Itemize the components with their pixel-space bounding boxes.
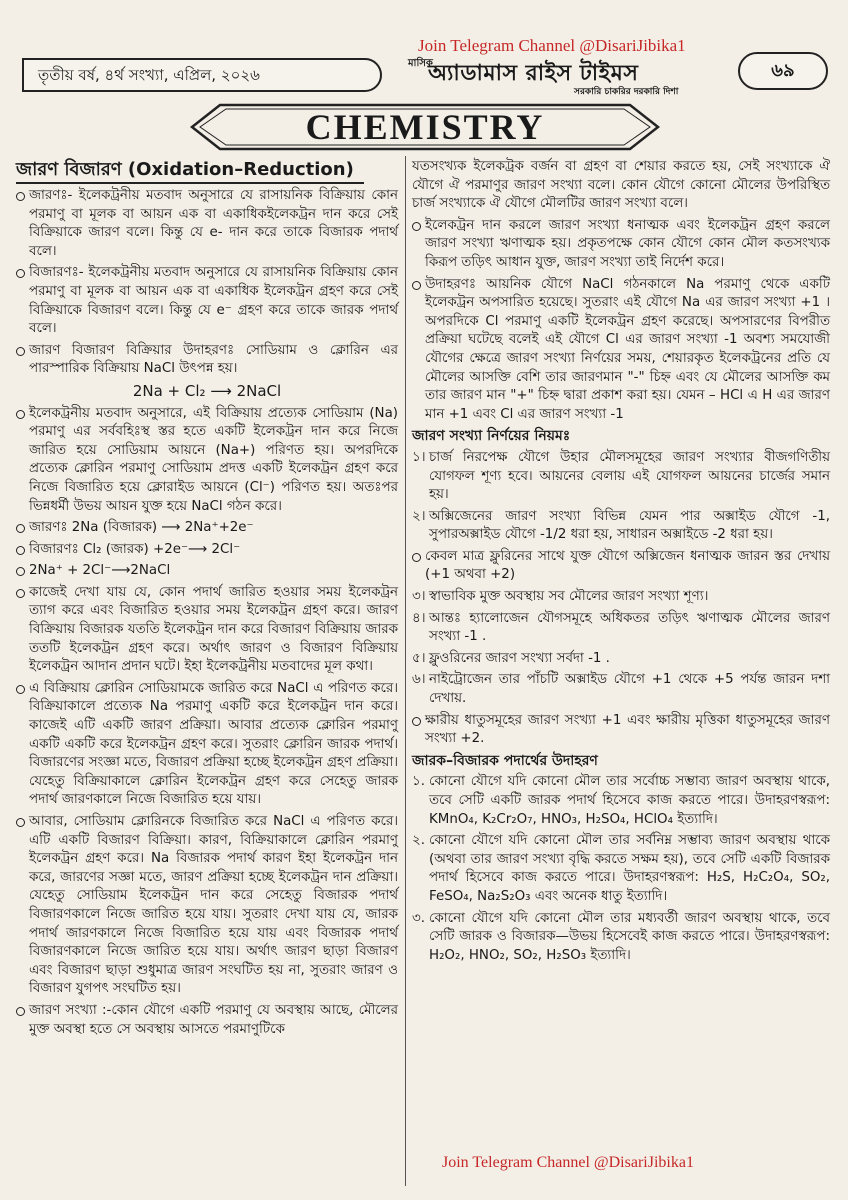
column-divider xyxy=(405,156,406,1186)
reduction-definition: বিজারণঃ- ইলেকট্রনীয় মতবাদ অনুসারে যে রাসায়নিক বিক্রিয়ায় কোন পরমাণু বা মূলক বা আয়ন এক বা একাধিক ইলেকট্রন গ্রহণ করে সেই বিক্রিয়াকে বিজারণ বলে। কিন্তু যে e⁻ গ্রহণ করে তাকে জারক পদার্থ বলে। xyxy=(16,264,398,338)
magazine-tagline: সরকারি চাকরির দরকারি দিশা xyxy=(574,87,679,97)
sodium-reducer-paragraph: আবার, সোডিয়াম ক্লোরিনকে বিজারিত করে NaCl এ পরিণত করে। এটি একটি বিজারণ বিক্রিয়া। কারণ, বিক্রিয়াকালে ক্লোরিন পরমাণু ইলেকট্রন গ্রহণ করে। Na বিজারক পদার্থ কারণ ইহা ইলেকট্রন দান করে, জারণের সজ্ঞা মতে, জারণ প্রক্রিয়া হচ্ছে ইলেকট্রন দান প্রক্রিয়া। যেহেতু সোডিয়াম ইলেকট্রন দান করে সেহেতু বিজারক পদার্থ বিজারণকালে নিজে জারিত হয়ে যায়। সুতরাং দেখা যায় যে, জারক পদার্থ জারণকালে নিজে বিজারিত হয়ে যায় এবং বিজারক পদার্থ বিজারণকালে নিজে জারিত হয়ে যায়। অর্থাৎ জারণ ছাড়া বিজারণ এবং বিজারণ ছাড়া শুধুমাত্র জারণ সংঘটিত হয় না, সুতরাং জারণ ও বিজারণ যুগপৎ সংঘটিত হয়। xyxy=(16,813,398,999)
examples-title: জারক–বিজারক পদার্থের উদাহরণ xyxy=(412,752,598,769)
telegram-watermark-bottom: Join Telegram Channel @DisariJibika1 xyxy=(442,1154,694,1171)
electron-exchange-paragraph: কাজেই দেখা যায় যে, কোন পদার্থ জারিত হওয়ার সময় ইলেকট্রন ত্যাগ করে এবং বিজারিত হওয়ার সময় ইলেকট্রন গ্রহণ করে। জারণ বিক্রিয়ায় বিজারক যততি ইলেকট্রন দান করে বিজারণ বিক্রিয়ায় জারক ততটি ইলেকট্রন গ্রহণ করে। অর্থাৎ জারণ ও বিজারণ বিক্রিয়ায় ইলেকট্রন আদান প্রদান ঘটে। ইহা ইলেকট্রনীয় মতবাদের মূল কথা। xyxy=(16,584,398,677)
rules-title: জারণ সংখ্যা নির্ণয়ের নিয়মঃ xyxy=(412,428,571,445)
rule-item: কেবল মাত্র ফ্লুরিনের সাথে যুক্ত যৌগে অক্সিজেন ধনাত্মক জারন স্তর দেখায় (+1 অথবা +2) xyxy=(412,548,830,585)
right-column xyxy=(412,158,830,968)
combined-reaction: 2Na⁺ + 2Cl⁻⟶2NaCl xyxy=(16,562,398,581)
rule-item: ৪। আন্তঃ হ্যালোজেন যৌগসমূহে অধিকতর তড়িৎ ঋণাত্মক মৌলের জারণ সংখ্যা -1 . xyxy=(412,610,830,645)
magazine-frequency: মাসিক xyxy=(408,58,433,69)
rule-item: ৩। স্বাভাবিক মুক্ত অবস্থায় সব মৌলের জারণ সংখ্যা শূণ্য। xyxy=(412,589,709,605)
rule-item: ২। অক্সিজেনের জারণ সংখ্যা বিভিন্ন যেমন পার অক্সাইড যৌগে -1, সুপারঅক্সাইড যৌগে -1/2 ধরা হয়, সাধারন অক্সাইডে -2 ধরা হয়। xyxy=(412,508,830,543)
example-item: ২. কোনো যৌগে যদি কোনো মৌল তার সর্বনিম্ন সম্ভাব্য জারণ অবস্থায় থাকে (অথবা তার জারণ সংখ্যা বৃদ্ধি করতে সক্ষম হয়), তবে সেটি একটি বিজারক পদার্থ হিসেবে কাজ করতে পারে। উদাহরণস্বরূপ: H₂S, H₂C₂O₄, SO₂, FeSO₄, Na₂S₂O₃ এবং অনেক ধাতু ইত্যাদি। xyxy=(412,833,830,904)
example-item: ১. কোনো যৌগে যদি কোনো মৌল তার সর্বোচ্চ সম্ভাব্য জারণ অবস্থায় থাকে, তবে সেটি একটি জারক পদার্থ হিসেবে কাজ করতে পারে। উদাহরণস্বরূপ: KMnO₄, K₂Cr₂O₇, HNO₃, H₂SO₄, HClO₄ ইত্যাদি। xyxy=(412,774,830,827)
equation-nacl: 2Na + Cl₂ ⟶ 2NaCl xyxy=(132,381,282,400)
rule-item: ক্ষারীয় ধাতুসমূহের জারণ সংখ্যা +1 এবং ক্ষারীয় মৃত্তিকা ধাতুসমূহের জারণ সংখ্যা +2. xyxy=(412,712,830,749)
oxidation-number-example: উদাহরণঃ আয়নিক যৌগে NaCl গঠনকালে Na পরমাণু থেকে একটি ইলেকট্রন অপসারিত হয়েছে। সুতরাং এই যৌগে Na এর জারণ সংখ্যা +1 । অপরদিকে Cl পরমাণু একটি ইলেকট্রন গ্রহণ করেছে। অপসারণের বিপরীত প্রক্রিয়া ঘটেছে বলেই এই যৌগে Cl এর জারণ সংখ্যা -1 অবশ্য সমযোজী যৌগের ক্ষেত্রে জারণ সংখ্যা নির্ণয়ের সময়, শেয়ারকৃত ইলেকট্রনের প্রতি যে মৌলের আসক্তি বেশি তার জারণমান "-" চিহ্ন এবং যে মৌলের আসক্তি কম তার জারণ মান "+" চিহ্ন দ্বারা প্রকাশ করা হয়। যেমন – HCl এ H এর জারণ মান +1 এবং Cl এর জারণ সংখ্যা -1 xyxy=(412,276,830,425)
left-column xyxy=(16,158,398,1042)
oxidation-half-reaction: জারণঃ 2Na (বিজারক) ⟶ 2Na⁺+2e⁻ xyxy=(16,519,398,538)
page-number: ৬৯ xyxy=(738,52,828,90)
oxidation-number-continued: যতসংখ্যক ইলেকট্রক বর্জন বা গ্রহণ বা শেয়ার করতে হয়, সেই সংখ্যাকে ঐ যৌগে ঐ পরমাণুর জারণ সংখ্যা বলে। কোন যৌগে কোনো মৌলের উপরিস্থিত চার্জ সংখ্যাকে ঐ যৌগে মৌলটির জারণ সংখ্যা বলে। xyxy=(412,159,830,212)
chlorine-oxidizer-paragraph: এ বিক্রিয়ায় ক্লোরিন সোডিয়ামকে জারিত করে NaCl এ পরিণত করে। বিক্রিয়াকালে প্রত্যেক Na পরমাণু একটি করে ইলেকট্রন দান করে। কাজেই এটি একটি জারণ প্রক্রিয়া। আবার প্রত্যেক ক্লোরিন পরমাণু একটি একটি করে ইলেকট্রন গ্রহণ করে। সুতরাং ক্লোরিন জারক পদার্থ। বিজারণের সংজ্ঞা মতে, বিজারণ প্রক্রিয়া হচ্ছে ইলেকট্রন গ্রহণ প্রক্রিয়া। যেহেতু বিক্রিয়াকালে ক্লোরিন ইলেকট্রন গ্রহণ করে সেহেতু জারক পদার্থ জারণকালে নিজে বিজারিত হয়ে যায়। xyxy=(16,680,398,810)
banner-title: CHEMISTRY xyxy=(305,107,545,147)
reduction-half-reaction: বিজারণঃ Cl₂ (জারক) +2e⁻⟶ 2Cl⁻ xyxy=(16,541,398,560)
telegram-watermark-top: Join Telegram Channel @DisariJibika1 xyxy=(418,36,686,55)
magazine-name: অ্যাডামাস রাইস টাইমস xyxy=(428,61,639,86)
example-item: ৩. কোনো যৌগে যদি কোনো মৌল তার মধ্যবর্তী জারণ অবস্থায় থাকে, তবে সেটি জারক ও বিজারক—উভয় হিসেবেই কাজ করতে পারে। উদাহরণস্বরূপ: H₂O₂, HNO₂, SO₂, H₂SO₃ ইত্যাদি। xyxy=(412,910,830,963)
issue-info: তৃতীয় বর্ষ, ৪র্থ সংখ্যা, এপ্রিল, ২০২৬ xyxy=(22,58,382,92)
section-title: জারণ বিজারণ (Oxidation–Reduction) xyxy=(16,158,364,184)
oxidation-number-definition: জারণ সংখ্যা :-কোন যৌগে একটি পরমাণু যে অবস্থায় আছে, মৌলের মুক্ত অবস্থা হতে সে অবস্থায় আসতে পরমাণুটিকে xyxy=(16,1002,398,1039)
rule-item: ১। চার্জ নিরপেক্ষ যৌগে উহার মৌলসমূহের জারণ সংখ্যার বীজগণিতীয় যোগফল শূণ্য হবে। আয়নের বেলায় এই যোগফল আয়নের চার্জের সমান হয়। xyxy=(412,449,830,503)
rule-item: ৫। ফ্লুওরিনের জারণ সংখ্যা সর্বদা -1 . xyxy=(412,650,610,666)
example-intro: জারণ বিজারণ বিক্রিয়ার উদাহরণঃ সোডিয়াম ও ক্লোরিন এর পারস্পারিক বিক্রিয়ায় NaCl উৎপন্ন হয়। xyxy=(16,342,398,379)
oxidation-number-sign: ইলেকট্রন দান করলে জারণ সংখ্যা ধনাত্মক এবং ইলেকট্রন গ্রহণ করলে জারণ সংখ্যা ঋণাত্মক হয়। প্রকৃতপক্ষে কোন যৌগে কোন মৌল কতসংখ্যক কিরূপ তড়িৎ আধান যুক্ত, জারণ সংখ্যা তাই নির্দেশ করে। xyxy=(412,217,830,273)
chemistry-banner xyxy=(190,102,660,152)
electronic-theory-paragraph: ইলেকট্রনীয় মতবাদ অনুসারে, এই বিক্রিয়ায় প্রত্যেক সোডিয়াম (Na) পরমাণু এর সর্ববহিঃস্থ স্তর হতে একটি ইলেকট্রন দান করে নিজে জারিত হয়ে সোডিয়াম আয়নে (Na+) পরিণত হয়। অপরদিকে প্রত্যেক ক্লোরিন পরমাণু সোডিয়াম প্রদত্ত একটি ইলেকট্রন গ্রহণ করে নিজে বিজারিত হয়ে ক্লোরাইড আয়নে (Cl⁻) পরিণত হয়। অতঃপর ভিন্নধর্মী উভয় আয়ন যুক্ত হয়ে NaCl গঠন করে। xyxy=(16,405,398,517)
oxidation-definition: জারণঃ- ইলেকট্রনীয় মতবাদ অনুসারে যে রাসায়নিক বিক্রিয়ায় কোন পরমাণু বা মূলক বা আয়ন এক বা একাধিকইলেকট্রন দান করে সেই বিক্রিয়াকে জারণ বলে। কিন্তু যে e- দান করে তাকে বিজারক পদার্থ বলে। xyxy=(16,187,398,261)
rule-item: ৬। নাইট্রোজেন তার পাঁচটি অক্সাইড যৌগে +1 থেকে +5 পর্যন্ত জারন দশা দেখায়. xyxy=(412,672,830,707)
